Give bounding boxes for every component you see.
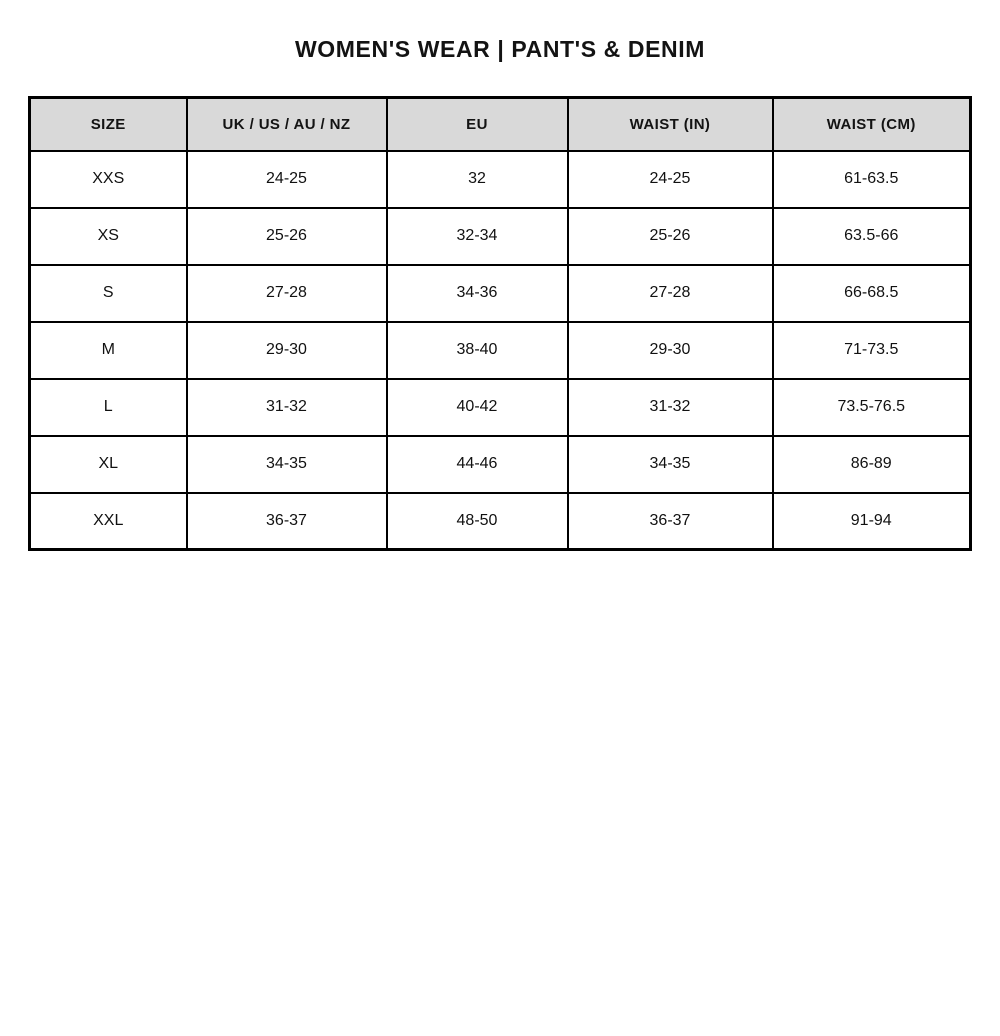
cell-waist-in: 27-28	[568, 265, 773, 322]
cell-eu: 38-40	[387, 322, 568, 379]
cell-size: L	[30, 379, 187, 436]
cell-eu: 44-46	[387, 436, 568, 493]
cell-size: S	[30, 265, 187, 322]
size-guide-page	[0, 36, 1000, 551]
cell-waist-in: 24-25	[568, 151, 773, 208]
cell-uk: 29-30	[187, 322, 387, 379]
cell-eu: 48-50	[387, 493, 568, 550]
table-row-m	[30, 322, 971, 379]
header-cell-size: SIZE	[30, 98, 187, 151]
table-row-xxl	[30, 493, 971, 550]
table-row-xl	[30, 436, 971, 493]
header-cell-eu: EU	[387, 98, 568, 151]
table-row-s	[30, 265, 971, 322]
cell-waist-in: 36-37	[568, 493, 773, 550]
cell-eu: 34-36	[387, 265, 568, 322]
size-chart-table	[28, 96, 972, 551]
table-row-l	[30, 379, 971, 436]
cell-size: XXL	[30, 493, 187, 550]
cell-waist-cm: 63.5-66	[773, 208, 971, 265]
cell-uk: 25-26	[187, 208, 387, 265]
cell-eu: 32	[387, 151, 568, 208]
cell-size: XS	[30, 208, 187, 265]
header-cell-waist-cm: WAIST (CM)	[773, 98, 971, 151]
cell-waist-cm: 86-89	[773, 436, 971, 493]
cell-waist-cm: 71-73.5	[773, 322, 971, 379]
cell-waist-cm: 73.5-76.5	[773, 379, 971, 436]
header-row	[30, 98, 971, 151]
cell-uk: 34-35	[187, 436, 387, 493]
cell-size: XL	[30, 436, 187, 493]
cell-uk: 31-32	[187, 379, 387, 436]
cell-waist-cm: 91-94	[773, 493, 971, 550]
cell-uk: 36-37	[187, 493, 387, 550]
cell-size: XXS	[30, 151, 187, 208]
header-cell-uk-us-au-nz: UK / US / AU / NZ	[187, 98, 387, 151]
cell-size: M	[30, 322, 187, 379]
cell-eu: 40-42	[387, 379, 568, 436]
cell-waist-in: 29-30	[568, 322, 773, 379]
cell-eu: 32-34	[387, 208, 568, 265]
cell-uk: 27-28	[187, 265, 387, 322]
cell-waist-in: 34-35	[568, 436, 773, 493]
cell-waist-cm: 66-68.5	[773, 265, 971, 322]
page-title: WOMEN'S WEAR | PANT'S & DENIM	[294, 36, 705, 62]
header-cell-waist-in: WAIST (IN)	[568, 98, 773, 151]
cell-waist-cm: 61-63.5	[773, 151, 971, 208]
cell-waist-in: 31-32	[568, 379, 773, 436]
cell-waist-in: 25-26	[568, 208, 773, 265]
table-row-xxs	[30, 151, 971, 208]
table-row-xs	[30, 208, 971, 265]
cell-uk: 24-25	[187, 151, 387, 208]
